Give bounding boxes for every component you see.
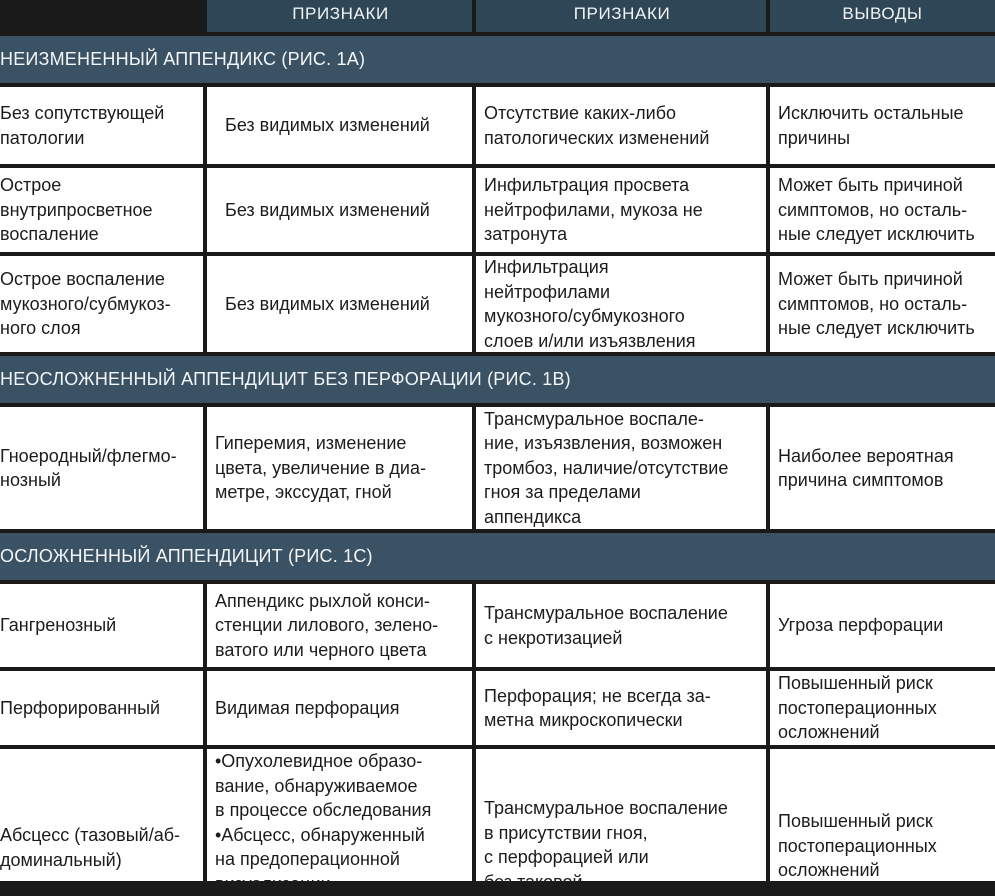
row-1-3-conclusion: Может быть причиной симптомов, но осталь- ные следует исключить [770,256,995,352]
header-col2: ПРИЗНАКИ [207,0,472,32]
row-1-3-micro: Инфильтрация нейтрофилами мукозного/субмукозного слоев и/или изъязвления [476,256,766,352]
header-col4: ВЫВОДЫ [770,0,995,32]
row-1-1-micro: Отсутствие каких-либо патологических изменений [476,87,766,164]
row-3-1-conclusion: Угроза перфорации [770,584,995,667]
section-title-unchanged: НЕИЗМЕНЕННЫЙ АППЕНДИКС (РИС. 1А) [0,36,995,83]
row-3-3-micro: Трансмуральное воспаление в присутствии гноя, с перфорацией или без таковой [476,749,766,881]
row-2-1-conclusion: Наиболее вероятная причина симптомов [770,407,995,529]
row-2-1-name: Гноеродный/флегмо- нозный [0,407,203,529]
row-2-1-macro: Гиперемия, изменение цвета, увеличение в диа- метре, экссудат, гной [207,407,472,529]
row-1-1-macro: Без видимых изменений [207,87,472,164]
row-3-2-name: Перфорированный [0,671,203,745]
row-1-1-name: Без сопутствующей патологии [0,87,203,164]
row-3-1-micro: Трансмуральное воспаление с некротизацией [476,584,766,667]
row-1-2-macro: Без видимых изменений [207,168,472,252]
row-1-3-macro: Без видимых изменений [207,256,472,352]
row-1-3-name: Острое воспаление мукозного/субмукоз- ного слоя [0,256,203,352]
row-2-1-micro: Трансмуральное воспале- ние, изъязвления, возможен тромбоз, наличие/отсутствие гноя за пределами аппендикса [476,407,766,529]
row-1-2-conclusion: Может быть причиной симптомов, но осталь- ные следует исключить [770,168,995,252]
row-1-2-micro: Инфильтрация просвета нейтрофилами, мукоза не затронута [476,168,766,252]
section-title-uncomplicated: НЕОСЛОЖНЕННЫЙ АППЕНДИЦИТ БЕЗ ПЕРФОРАЦИИ (РИС. 1В) [0,356,995,403]
row-3-1-name: Гангренозный [0,584,203,667]
row-3-2-micro: Перфорация; не всегда за- метна микроскопически [476,671,766,745]
row-3-3-macro: •Опухолевидное образо- вание, обнаруживаемое в процессе обследования •Абсцесс, обнаруженный на предоперационной визуализации [207,749,472,881]
row-3-3-conclusion: Повышенный риск постоперационных осложнений [770,749,995,881]
header-col3: ПРИЗНАКИ [476,0,766,32]
row-3-2-macro: Видимая перфорация [207,671,472,745]
row-3-2-conclusion: Повышенный риск постоперационных осложнений [770,671,995,745]
row-1-1-conclusion: Исключить остальные причины [770,87,995,164]
section-title-complicated: ОСЛОЖНЕННЫЙ АППЕНДИЦИТ (РИС. 1С) [0,533,995,580]
row-1-2-name: Острое внутрипросветное воспаление [0,168,203,252]
row-3-1-macro: Аппендикс рыхлой конси- стенции лилового, зелено- ватого или черного цвета [207,584,472,667]
row-3-3-name: Абсцесс (тазовый/аб- доминальный) [0,749,203,881]
